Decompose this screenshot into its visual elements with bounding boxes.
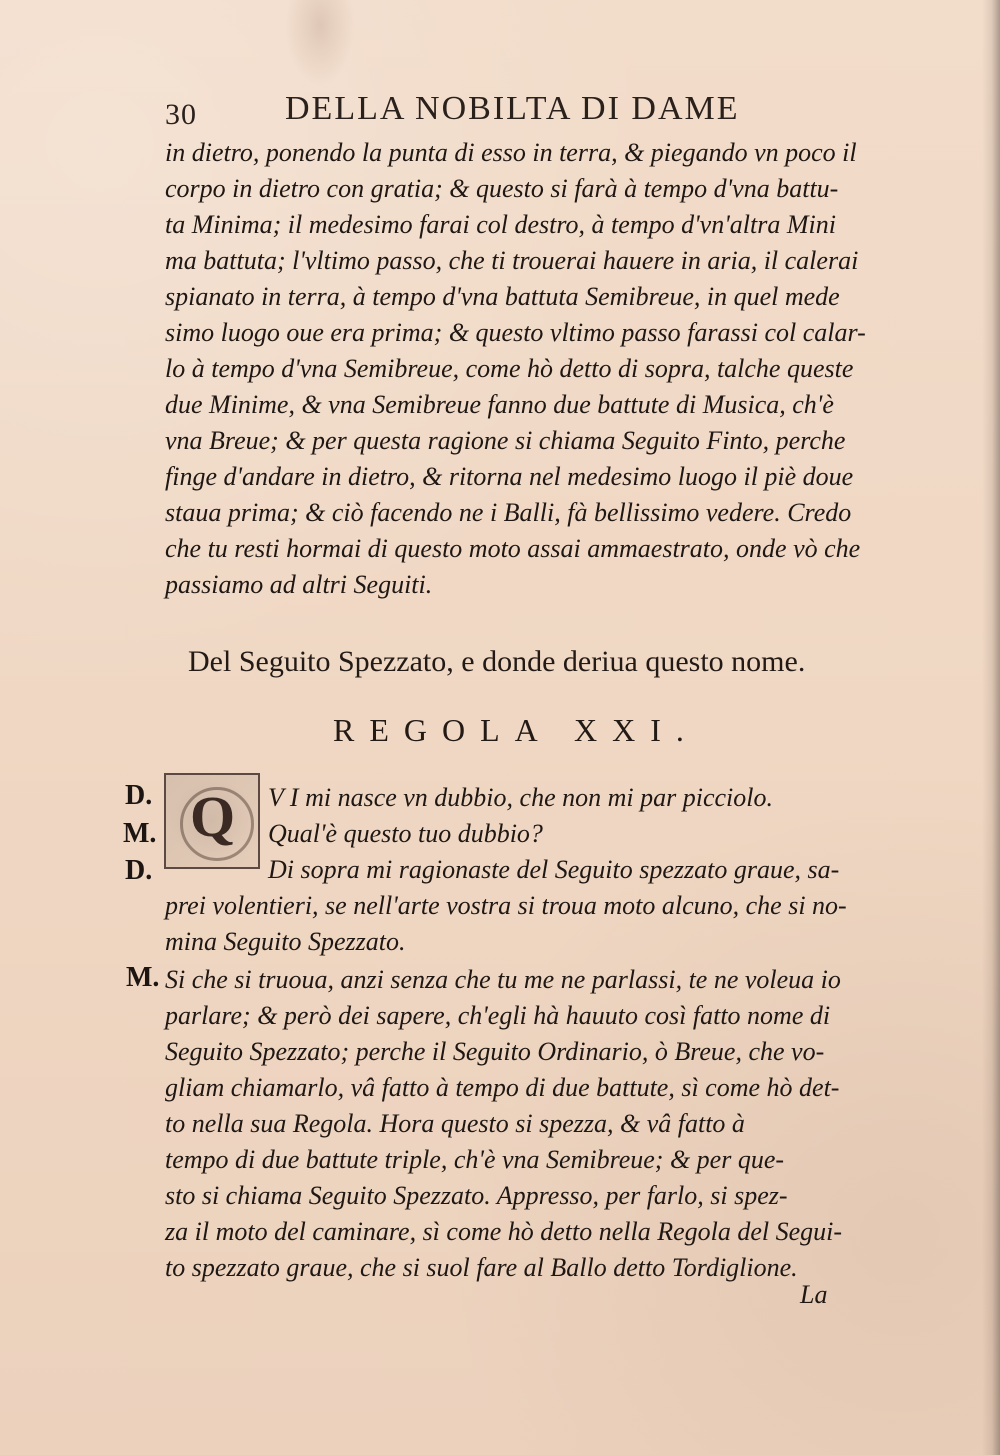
drop-cap-letter: Q [190,784,236,849]
dialogue-line: za il moto del caminare, sì come hò detto nella Regola del Segui- [165,1217,843,1246]
text-line: vna Breue; & per questa ragione si chiama Seguito Finto, perche [165,426,846,455]
dialogue-line: Seguito Spezzato; perche il Seguito Ordinario, ò Breue, che vo- [165,1037,825,1066]
dialogue-line: sto si chiama Seguito Spezzato. Appresso, per farlo, si spez- [165,1181,788,1210]
text-line: finge d'andare in dietro, & ritorna nel medesimo luogo il piè doue [165,462,854,491]
running-title: DELLA NOBILTA DI DAME [285,90,740,127]
catchword: La [800,1280,828,1309]
text-line: staua prima; & ciò facendo ne i Balli, fà bellissimo vedere. Credo [165,498,852,527]
dialogue-line: mina Seguito Spezzato. [165,927,406,956]
page-edge-shadow [982,0,1000,1455]
dialogue-line: Qual'è questo tuo dubbio? [268,819,543,848]
dialogue-line: Di sopra mi ragionaste del Seguito spezzato graue, sa- [268,855,840,884]
text-line: in dietro, ponendo la punta di esso in terra, & piegando vn poco il [165,138,857,167]
rule-heading: REGOLA XXI. [333,712,699,748]
text-line: ta Minima; il medesimo farai col destro, à tempo d'vn'altra Mini [165,210,836,239]
text-line: spianato in terra, à tempo d'vna battuta Semibreue, in quel mede [165,282,840,311]
text-line: corpo in dietro con gratia; & questo si farà à tempo d'vna battu- [165,174,839,203]
dialogue-line: to spezzato graue, che si suol fare al Ballo detto Tordiglione. [165,1253,798,1282]
text-line: passiamo ad altri Seguiti. [165,570,433,599]
dialogue-continuation [165,888,880,960]
dialogue-line: parlare; & però dei sapere, ch'egli hà hauuto così fatto nome di [165,1001,831,1030]
text-line: simo luogo oue era prima; & questo vltimo passo farassi col calar- [165,318,866,347]
dialogue-line: tempo di due battute triple, ch'è vna Semibreue; & per que- [165,1145,785,1174]
dialogue-line: prei volentieri, se nell'arte vostra si troua moto alcuno, che si no- [165,891,847,920]
text-line: che tu resti hormai di questo moto assai ammaestrato, onde vò che [165,534,861,563]
dialogue-line: Si che si truoua, anzi senza che tu me ne parlassi, te ne voleua io [165,965,841,994]
text-line: ma battuta; l'vltimo passo, che ti trouerai hauere in aria, il calerai [165,246,859,275]
page-header [165,90,865,130]
paper-stain [285,0,355,85]
speaker-m: M. [123,818,157,849]
dialogue-line: V I mi nasce vn dubbio, che non mi par picciolo. [268,783,773,812]
speaker-d: D. [125,780,153,811]
dialogue-line: gliam chiamarlo, vâ fatto à tempo di due battute, sì come hò det- [165,1073,840,1102]
speaker-d: D. [125,855,153,886]
page-number: 30 [165,98,197,131]
text-line: lo à tempo d'vna Semibreue, come hò detto di sopra, talche queste [165,354,854,383]
dialogue-line: to nella sua Regola. Hora questo si spezza, & vâ fatto à [165,1109,745,1138]
speaker-m: M. [126,962,160,993]
top-paragraph [165,135,885,603]
decorative-drop-cap [164,773,260,869]
dialogue-reply [165,962,880,1286]
section-heading: Del Seguito Spezzato, e donde deriua questo nome. [188,645,806,678]
text-line: due Minime, & vna Semibreue fanno due battute di Musica, ch'è [165,390,834,419]
dialogue-opening [268,780,858,888]
